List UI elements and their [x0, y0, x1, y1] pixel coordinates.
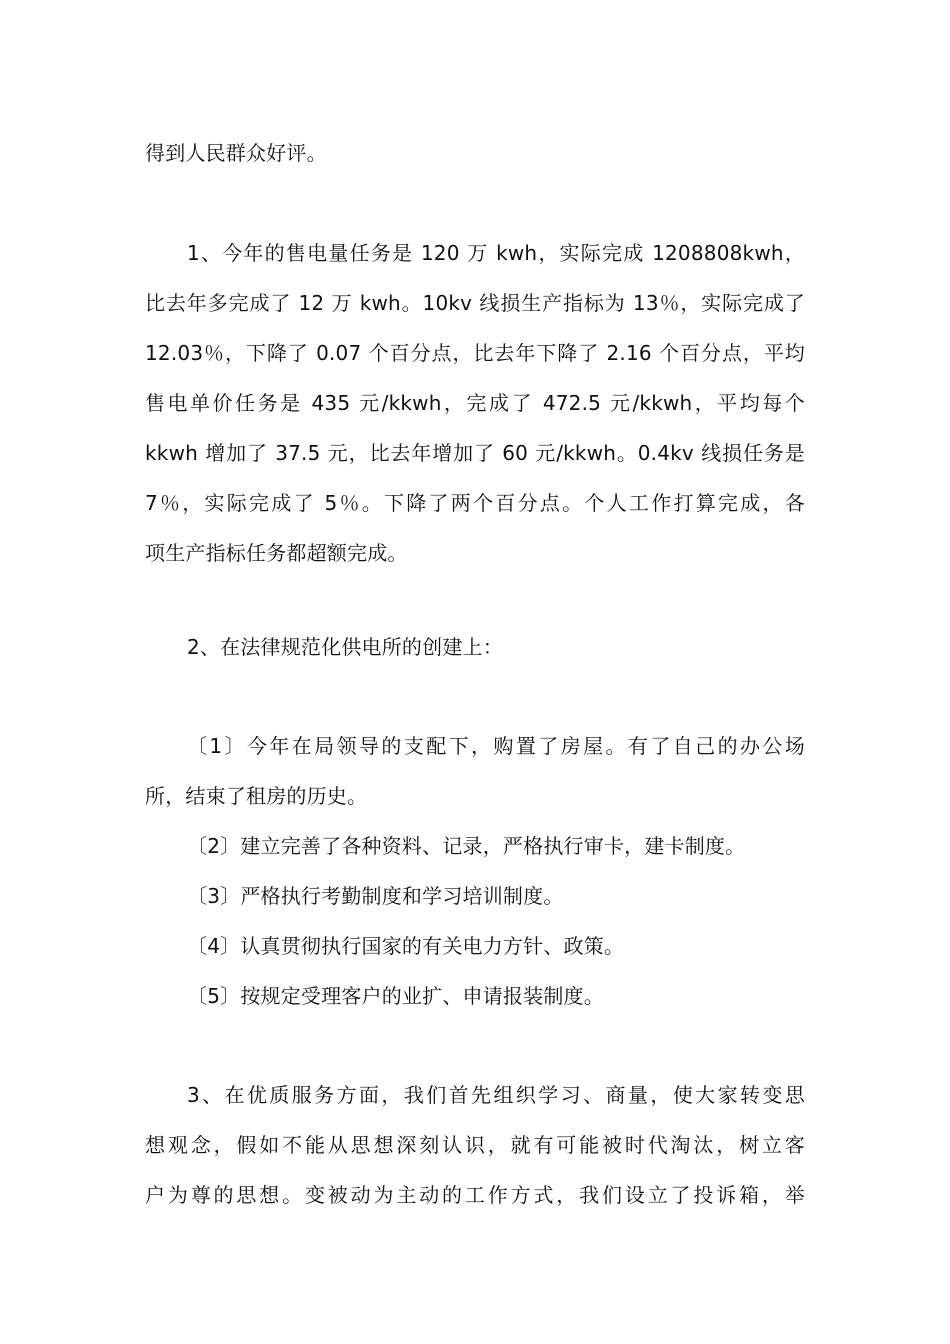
section-3-line: 想观念，假如不能从思想深刻认识，就有可能被时代淘汰，树立客 — [145, 1133, 805, 1157]
section-3-line: 3、在优质服务方面，我们首先组织学习、商量，使大家转变思 — [187, 1083, 805, 1107]
section-1-line: 12.03％，下降了 0.07 个百分点，比去年下降了 2.16 个百分点，平均 — [145, 341, 805, 365]
section-2-item-1-line: 〔1〕今年在局领导的支配下，购置了房屋。有了自己的办公场 — [187, 734, 805, 758]
section-2-item-3 — [145, 871, 805, 921]
section-1-line: 7％，实际完成了 5％。下降了两个百分点。个人工作打算完成，各 — [145, 491, 805, 515]
section-2-item-5 — [145, 971, 805, 1021]
section-2-heading-text: 2、在法律规范化供电所的创建上： — [187, 635, 503, 659]
section-2-item-1-line: 所，结束了租房的历史。 — [145, 784, 368, 808]
section-3-paragraph — [145, 1070, 805, 1220]
section-1-line: kkwh 增加了 37.5 元，比去年增加了 60 元/kkwh。0.4kv 线损任务是 — [145, 441, 805, 465]
section-2-item-2 — [145, 821, 805, 871]
section-2-item-3-line: 〔3〕严格执行考勤制度和学习培训制度。 — [187, 884, 564, 908]
section-2-heading — [145, 622, 805, 672]
section-1-line: 1、今年的售电量任务是 120 万 kwh，实际完成 1208808kwh， — [187, 241, 805, 265]
intro-line: 得到人民群众好评。 — [145, 141, 327, 165]
section-3-line: 户为尊的思想。变被动为主动的工作方式，我们设立了投诉箱，举 — [145, 1183, 805, 1207]
section-1-paragraph — [145, 228, 805, 578]
section-2-item-4-line: 〔4〕认真贯彻执行国家的有关电力方针、政策。 — [187, 934, 625, 958]
section-2-item-1 — [145, 721, 805, 821]
section-2-item-5-line: 〔5〕按规定受理客户的业扩、申请报装制度。 — [187, 984, 604, 1008]
section-2-item-4 — [145, 921, 805, 971]
section-1-line: 项生产指标任务都超额完成。 — [145, 541, 408, 565]
section-1-line: 比去年多完成了 12 万 kwh。10kv 线损生产指标为 13％，实际完成了 — [145, 291, 805, 315]
section-2-item-2-line: 〔2〕建立完善了各种资料、记录，严格执行审卡，建卡制度。 — [187, 834, 746, 858]
section-1-line: 售电单价任务是 435 元/kkwh，完成了 472.5 元/kkwh，平均每个 — [145, 391, 805, 415]
intro-paragraph — [145, 128, 805, 178]
